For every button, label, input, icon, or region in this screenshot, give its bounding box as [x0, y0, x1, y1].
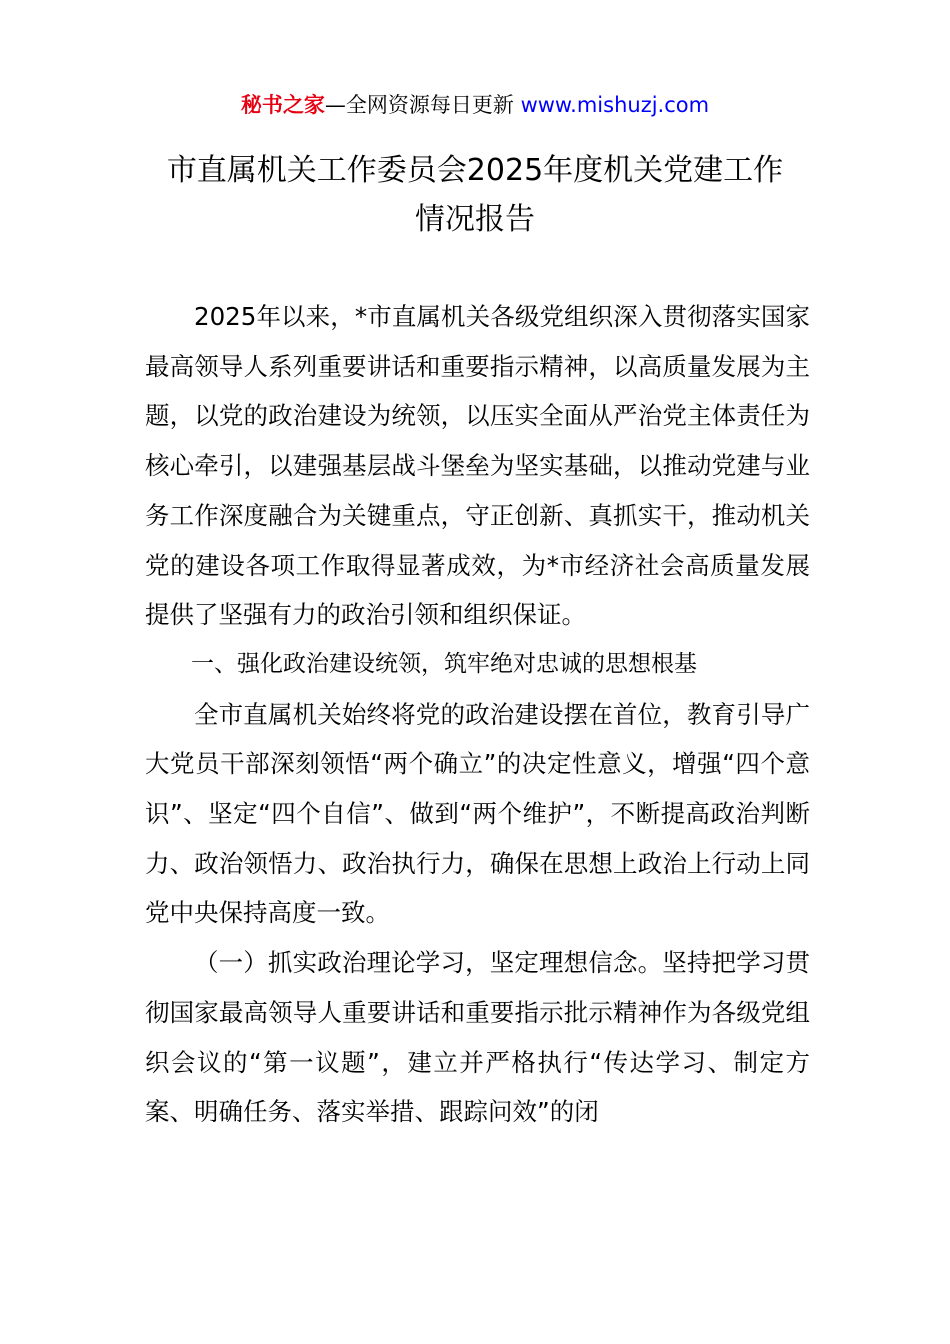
document-body	[145, 292, 810, 1137]
subsection-paragraph: （一）抓实政治理论学习，坚定理想信念。坚持把学习贯彻国家最高领导人重要讲话和重要指示批示精神作为各级党组织会议的“第一议题”，建立并严格执行“传达学习、制定方案、明确任务、落实举措、跟踪问效”的闭	[145, 948, 810, 1127]
site-url-link[interactable]: www.mishuzj.com	[520, 93, 710, 117]
brand-name: 秘书之家	[240, 93, 325, 117]
header-tagline: —全网资源每日更新	[324, 93, 521, 117]
title-line-2: 情况报告	[415, 202, 535, 237]
intro-paragraph: 2025年以来，*市直属机关各级党组织深入贯彻落实国家最高领导人系列重要讲话和重要指示精神，以高质量发展为主题，以党的政治建设为统领，以压实全面从严治党主体责任为核心牵引，以建强基层战斗堡垒为坚实基础，以推动党建与业务工作深度融合为关键重点，守正创新、真抓实干，推动机关党的建设各项工作取得显著成效，为*市经济社会高质量发展提供了坚强有力的政治引领和组织保证。	[145, 302, 810, 630]
section-paragraph: 全市直属机关始终将党的政治建设摆在首位，教育引导广大党员干部深刻领悟“两个确立”的决定性意义，增强“四个意识”、坚定“四个自信”、做到“两个维护”，不断提高政治判断力、政治领悟力、政治执行力，确保在思想上政治上行动上同党中央保持高度一致。	[145, 699, 810, 928]
title-line-1: 市直属机关工作委员会2025年度机关党建工作	[166, 153, 784, 188]
document-title	[100, 146, 850, 244]
site-header	[0, 89, 950, 121]
section-heading: 一、强化政治建设统领，筑牢绝对忠诚的思想根基	[191, 650, 697, 677]
